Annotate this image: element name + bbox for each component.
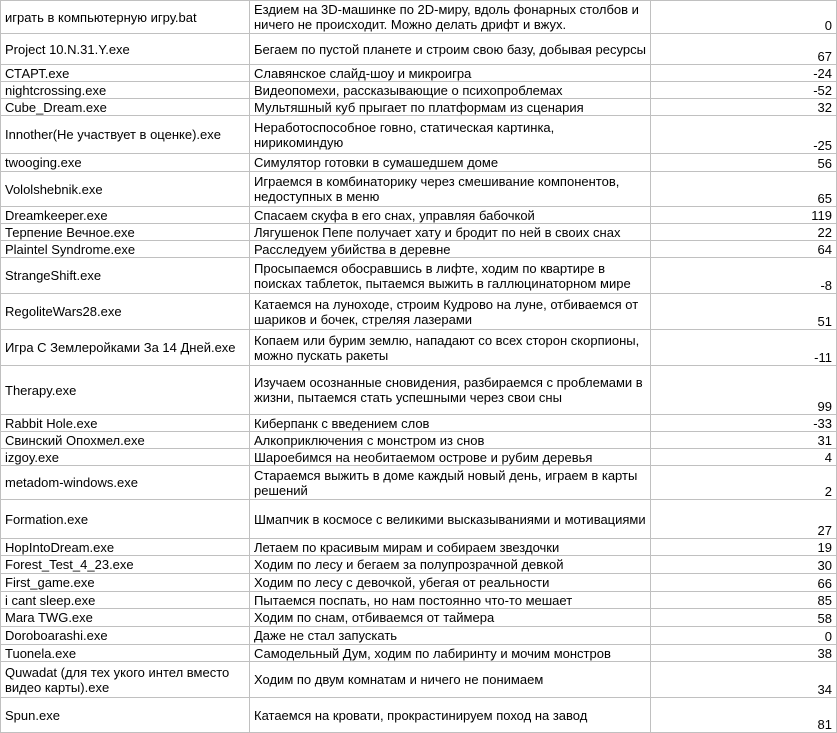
description-cell[interactable]: Стараемся выжить в доме каждый новый день, играем в карты решений	[250, 466, 651, 500]
score-cell[interactable]: 81	[651, 698, 837, 733]
table-row	[1, 241, 837, 258]
table-row	[1, 592, 837, 609]
table-row	[1, 366, 837, 415]
filename-cell[interactable]: Plaintel Syndrome.exe	[1, 241, 250, 258]
filename-cell[interactable]: СТАРТ.exe	[1, 65, 250, 82]
filename-cell[interactable]: Rabbit Hole.exe	[1, 415, 250, 432]
filename-cell[interactable]: Forest_Test_4_23.exe	[1, 556, 250, 574]
score-cell[interactable]: 30	[651, 556, 837, 574]
description-cell[interactable]: Ездием на 3D-машинке по 2D-миру, вдоль фонарных столбов и ничего не происходит. Можно делать дрифт и вжух.	[250, 1, 651, 34]
score-cell[interactable]: 0	[651, 627, 837, 645]
description-cell[interactable]: Шмапчик в космосе с великими высказываниями и мотивациями	[250, 500, 651, 539]
score-cell[interactable]: 119	[651, 207, 837, 224]
description-cell[interactable]: Катаемся на луноходе, строим Кудрово на луне, отбиваемся от шариков и бочек, стреляя лазерами	[250, 294, 651, 330]
filename-cell[interactable]: Spun.exe	[1, 698, 250, 733]
score-cell[interactable]: -33	[651, 415, 837, 432]
score-cell[interactable]: 22	[651, 224, 837, 241]
table-row	[1, 1, 837, 34]
table-row	[1, 662, 837, 698]
games-table-body	[1, 1, 837, 733]
score-cell[interactable]: -52	[651, 82, 837, 99]
table-row	[1, 466, 837, 500]
score-cell[interactable]: 4	[651, 449, 837, 466]
score-cell[interactable]: -25	[651, 116, 837, 154]
filename-cell[interactable]: Project 10.N.31.Y.exe	[1, 34, 250, 65]
description-cell[interactable]: Играемся в комбинаторику через смешивание компонентов, недоступных в меню	[250, 172, 651, 207]
score-cell[interactable]: 67	[651, 34, 837, 65]
score-cell[interactable]: 56	[651, 154, 837, 172]
table-row	[1, 224, 837, 241]
score-cell[interactable]: 31	[651, 432, 837, 449]
score-cell[interactable]: -11	[651, 330, 837, 366]
table-row	[1, 449, 837, 466]
filename-cell[interactable]: RegoliteWars28.exe	[1, 294, 250, 330]
filename-cell[interactable]: twooging.exe	[1, 154, 250, 172]
score-cell[interactable]: 99	[651, 366, 837, 415]
score-cell[interactable]: -24	[651, 65, 837, 82]
score-cell[interactable]: 51	[651, 294, 837, 330]
description-cell[interactable]: Катаемся на кровати, прокрастинируем поход на завод	[250, 698, 651, 733]
description-cell[interactable]: Летаем по красивым мирам и собираем звездочки	[250, 539, 651, 556]
score-cell[interactable]: 65	[651, 172, 837, 207]
description-cell[interactable]: Лягушенок Пепе получает хату и бродит по ней в своих снах	[250, 224, 651, 241]
score-cell[interactable]: 66	[651, 574, 837, 592]
description-cell[interactable]: Видеопомехи, рассказывающие о психопроблемах	[250, 82, 651, 99]
table-row	[1, 82, 837, 99]
filename-cell[interactable]: Терпение Вечное.exe	[1, 224, 250, 241]
description-cell[interactable]: Киберпанк с введением слов	[250, 415, 651, 432]
filename-cell[interactable]: nightcrossing.exe	[1, 82, 250, 99]
table-row	[1, 556, 837, 574]
description-cell[interactable]: Копаем или бурим землю, нападают со всех сторон скорпионы, можно пускать ракеты	[250, 330, 651, 366]
table-row	[1, 330, 837, 366]
table-row	[1, 99, 837, 116]
filename-cell[interactable]: Vololshebnik.exe	[1, 172, 250, 207]
description-cell[interactable]: Славянское слайд-шоу и микроигра	[250, 65, 651, 82]
description-cell[interactable]: Шароебимся на необитаемом острове и рубим деревья	[250, 449, 651, 466]
filename-cell[interactable]: First_game.exe	[1, 574, 250, 592]
description-cell[interactable]: Спасаем скуфа в его снах, управляя бабочкой	[250, 207, 651, 224]
filename-cell[interactable]: играть в компьютерную игру.bat	[1, 1, 250, 34]
filename-cell[interactable]: HopIntoDream.exe	[1, 539, 250, 556]
score-cell[interactable]: -8	[651, 258, 837, 294]
table-row	[1, 415, 837, 432]
filename-cell[interactable]: Свинский Опохмел.exe	[1, 432, 250, 449]
description-cell[interactable]: Самодельный Дум, ходим по лабиринту и мочим монстров	[250, 645, 651, 662]
table-row	[1, 698, 837, 733]
description-cell[interactable]: Ходим по двум комнатам и ничего не понимаем	[250, 662, 651, 698]
table-row	[1, 500, 837, 539]
filename-cell[interactable]: Therapy.exe	[1, 366, 250, 415]
score-cell[interactable]: 34	[651, 662, 837, 698]
description-cell[interactable]: Пытаемся поспать, но нам постоянно что-то мешает	[250, 592, 651, 609]
description-cell[interactable]: Расследуем убийства в деревне	[250, 241, 651, 258]
description-cell[interactable]: Мультяшный куб прыгает по платформам из сценария	[250, 99, 651, 116]
description-cell[interactable]: Просыпаемся обосравшись в лифте, ходим по квартире в поисках таблеток, пытаемся выжить в галлюцинаторном мире	[250, 258, 651, 294]
description-cell[interactable]: Изучаем осознанные сновидения, разбираемся с проблемами в жизни, пытаемся стать успешными через свои сны	[250, 366, 651, 415]
table-row	[1, 116, 837, 154]
filename-cell[interactable]: Игра С Землеройками За 14 Дней.exe	[1, 330, 250, 366]
filename-cell[interactable]: metadom-windows.exe	[1, 466, 250, 500]
table-row	[1, 34, 837, 65]
score-cell[interactable]: 38	[651, 645, 837, 662]
filename-cell[interactable]: izgoy.exe	[1, 449, 250, 466]
score-cell[interactable]: 19	[651, 539, 837, 556]
description-cell[interactable]: Ходим по лесу с девочкой, убегая от реальности	[250, 574, 651, 592]
score-cell[interactable]: 32	[651, 99, 837, 116]
table-row	[1, 539, 837, 556]
filename-cell[interactable]: Dreamkeeper.exe	[1, 207, 250, 224]
description-cell[interactable]: Ходим по лесу и бегаем за полупрозрачной девкой	[250, 556, 651, 574]
filename-cell[interactable]: Formation.exe	[1, 500, 250, 539]
table-row	[1, 627, 837, 645]
filename-cell[interactable]: i cant sleep.exe	[1, 592, 250, 609]
table-row	[1, 172, 837, 207]
table-row	[1, 609, 837, 627]
score-cell[interactable]: 0	[651, 1, 837, 34]
description-cell[interactable]: Алкоприключения с монстром из снов	[250, 432, 651, 449]
score-cell[interactable]: 27	[651, 500, 837, 539]
filename-cell[interactable]: Innother(Не участвует в оценке).exe	[1, 116, 250, 154]
table-row	[1, 154, 837, 172]
table-row	[1, 258, 837, 294]
filename-cell[interactable]: Doroboarashi.exe	[1, 627, 250, 645]
score-cell[interactable]: 58	[651, 609, 837, 627]
description-cell[interactable]: Симулятор готовки в сумашедшем доме	[250, 154, 651, 172]
table-row	[1, 574, 837, 592]
table-row	[1, 294, 837, 330]
description-cell[interactable]: Ходим по снам, отбиваемся от таймера	[250, 609, 651, 627]
filename-cell[interactable]: Cube_Dream.exe	[1, 99, 250, 116]
description-cell[interactable]: Неработоспособное говно, статическая картинка, нирикоминдую	[250, 116, 651, 154]
table-row	[1, 432, 837, 449]
score-cell[interactable]: 85	[651, 592, 837, 609]
score-cell[interactable]: 64	[651, 241, 837, 258]
table-row	[1, 207, 837, 224]
table-row	[1, 65, 837, 82]
score-cell[interactable]: 2	[651, 466, 837, 500]
table-row	[1, 645, 837, 662]
filename-cell[interactable]: Tuonela.exe	[1, 645, 250, 662]
filename-cell[interactable]: Mara TWG.exe	[1, 609, 250, 627]
filename-cell[interactable]: Quwadat (для тех укого интел вместо видео карты).exe	[1, 662, 250, 698]
description-cell[interactable]: Даже не стал запускать	[250, 627, 651, 645]
filename-cell[interactable]: StrangeShift.exe	[1, 258, 250, 294]
description-cell[interactable]: Бегаем по пустой планете и строим свою базу, добывая ресурсы	[250, 34, 651, 65]
